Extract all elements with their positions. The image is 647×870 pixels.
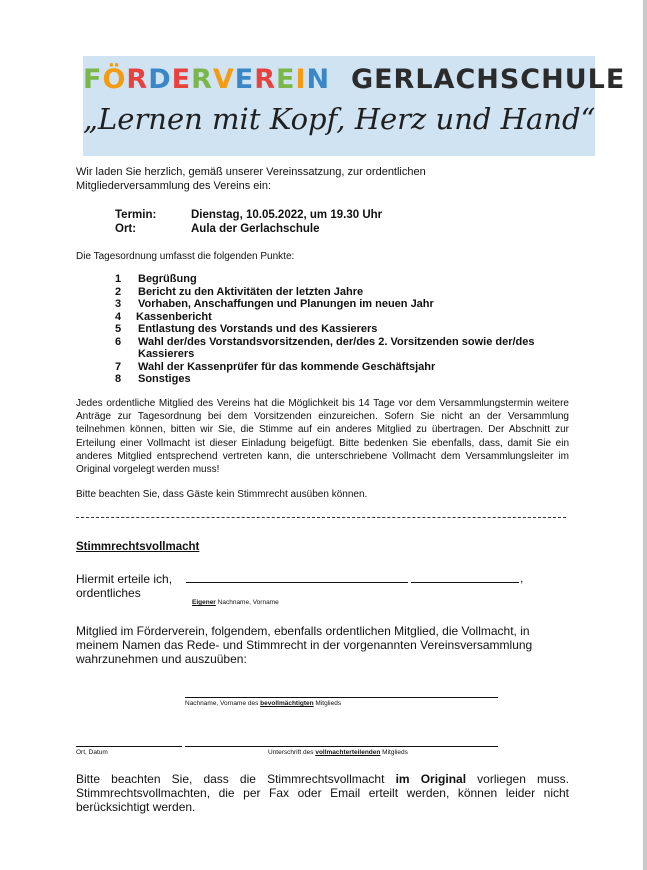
banner-title-letter: R: [126, 64, 149, 95]
banner-title: [83, 64, 626, 95]
proxy-ordentliches: ordentliches: [76, 586, 141, 600]
ort-value: Aula der Gerlachschule: [191, 223, 320, 235]
place-date-line[interactable]: [76, 746, 182, 747]
page-edge: [643, 0, 647, 870]
signature-line[interactable]: [185, 746, 498, 747]
proxy-hiermit: Hiermit erteile ich,: [76, 572, 173, 586]
banner-title-left: [83, 64, 330, 95]
header-banner: [83, 56, 626, 156]
original-note: Bitte beachten Sie, dass die Stimmrechtsvollmacht im Original vorliegen muss. Stimmrechtsvollmachten, die per Fax oder Email erteilt werden, können leider nicht berücksichtigt werden.: [76, 772, 570, 814]
banner-title-letter: E: [276, 64, 296, 95]
banner-title-letter: F: [83, 64, 103, 95]
termin-value: Dienstag, 10.05.2022, um 19.30 Uhr: [191, 209, 383, 221]
proxy-comma: ,: [520, 571, 524, 585]
place-date-caption: Ort, Datum: [76, 749, 108, 756]
banner-title-letter: E: [234, 64, 255, 95]
banner-title-letter: V: [212, 64, 235, 95]
intro-text: Wir laden Sie herzlich, gemäß unserer Vereinssatzung, zur ordentlichen Mitgliederversammlung des Vereins ein:: [76, 166, 426, 192]
banner-motto: „Lernen mit Kopf, Herz und Hand“: [83, 102, 596, 136]
cut-line: [76, 517, 566, 518]
banner-title-letter: N: [306, 64, 331, 95]
termin-label: Termin:: [115, 209, 157, 221]
banner-title-letter: D: [148, 64, 172, 95]
own-firstname-line[interactable]: [411, 582, 519, 583]
banner-title-letter: I: [295, 64, 307, 95]
proxy-heading: Stimmrechtsvollmacht: [76, 541, 200, 553]
own-name-line[interactable]: [186, 582, 408, 583]
ort-label: Ort:: [115, 223, 137, 235]
proxy-name-caption: Nachname, Vorname des bevollmächtigten Mitglieds: [185, 700, 342, 707]
proxy-body: Mitglied im Förderverein, folgendem, ebenfalls ordentlichen Mitglied, die Vollmacht, in meinem Namen das Rede- und Stimmrecht in der vorgenannten Vereinsversammlung wahrzunehmen und auszuüben:: [76, 624, 533, 666]
signature-caption: Unterschrift des vollmachterteilenden Mitglieds: [268, 749, 408, 756]
proxy-name-line[interactable]: [185, 697, 498, 698]
banner-title-letter: Ö: [102, 64, 127, 95]
own-name-caption: Eigener Nachname, Vorname: [192, 599, 279, 606]
banner-title-letter: R: [254, 64, 277, 95]
guests-note: Bitte beachten Sie, dass Gäste kein Stimmrecht ausüben können.: [76, 489, 368, 500]
banner-title-letter: E: [171, 64, 192, 95]
banner-title-right: GERLACHSCHULE: [350, 64, 626, 95]
agenda-intro: Die Tagesordnung umfasst die folgenden Punkte:: [76, 251, 295, 262]
banner-title-letter: R: [191, 64, 213, 95]
motions-paragraph: Jedes ordentliche Mitglied des Vereins hat die Möglichkeit bis 14 Tage vor dem Versammlungstermin weitere Anträge zur Tagesordnung bei dem Vorsitzenden einzureichen. Sofern Sie nicht an der Versammlung teilnehmen können, bitten wir Sie, die Stimme auf ein anderes Mitglied zu übertragen. Der Abschnitt zur Erteilung einer Vollmacht ist dieser Einladung beigefügt. Bitte bedenken Sie ebenfalls, dass, damit Sie ein anderes Mitglied entsprechend vertreten kann, die unterschriebene Vollmacht dem Versammlungsleiter im Original vorgelegt werden muss!: [76, 398, 569, 476]
